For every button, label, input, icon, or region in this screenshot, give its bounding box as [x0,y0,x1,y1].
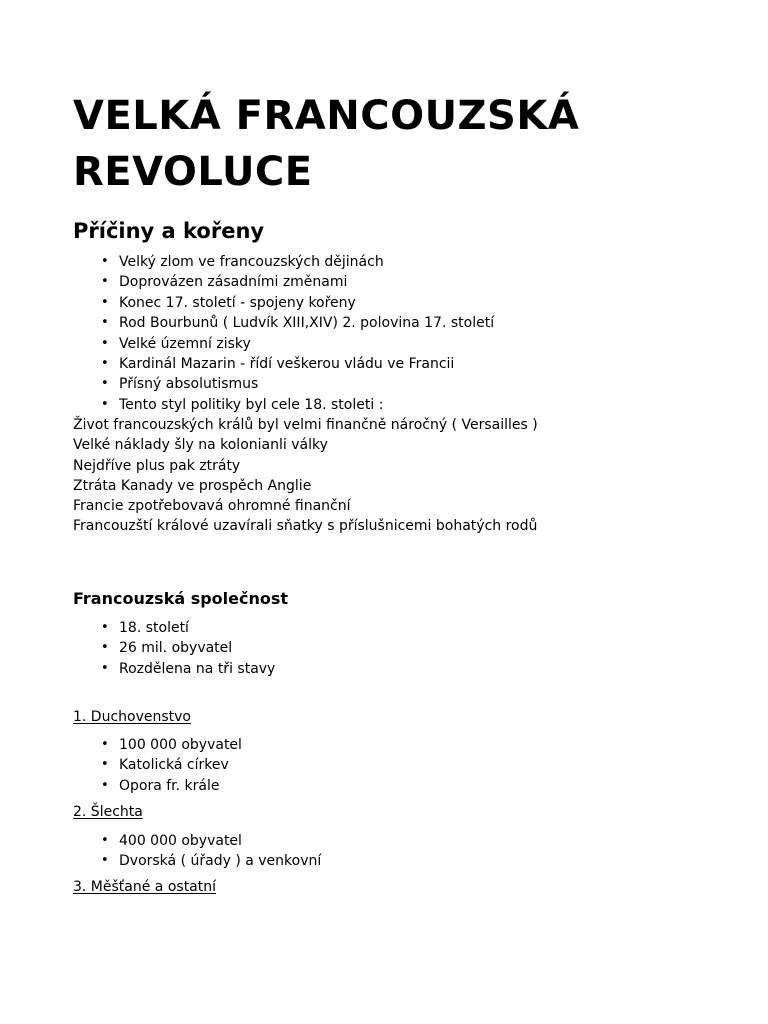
bullet-icon: • [101,737,109,752]
heading-nobility: 2. Šlechta [73,804,143,820]
list-item: • Katolická církev [0,755,242,775]
bullet-icon: • [101,274,109,290]
heading-clergy: 1. Duchovenstvo [73,709,192,725]
list-item: • Velké územní zisky [0,334,494,354]
text-line: Francie zpotřebovavá ohromné finanční [73,498,351,515]
list-item: • Opora fr. krále [0,776,242,796]
bullet-icon: • [101,833,109,848]
causes-bullet-list [0,252,494,415]
text-line: Francouzští králové uzavírali sňatky s příslušnicemi bohatých rodů [73,518,538,535]
bullet-icon: • [101,356,109,372]
list-item: • Kardinál Mazarin - řídí veškerou vládu ve Francii [0,354,494,374]
list-item: • Rozdělena na tři stavy [0,659,275,679]
nobility-bullet-list [0,831,321,872]
text-line: Ztráta Kanady ve prospěch Anglie [73,477,312,494]
text-line: Nejdříve plus pak ztráty [73,457,241,474]
bullet-icon: • [101,757,109,773]
bullet-icon: • [101,396,109,412]
heading-society: Francouzská společnost [73,589,289,608]
title-line-1: VELKÁ FRANCOUZSKÁ [73,93,580,139]
bullet-icon: • [101,376,109,392]
list-item: • 100 000 obyvatel [0,735,242,755]
bullet-icon: • [101,660,109,676]
bullet-icon: • [101,853,109,869]
list-item: • Velký zlom ve francouzských dějinách [0,252,494,272]
heading-burghers: 3. Měšťané a ostatní [73,879,217,895]
clergy-bullet-list [0,735,242,796]
list-item: • 26 mil. obyvatel [0,638,275,658]
bullet-icon: • [101,294,109,310]
document-title [73,88,579,200]
heading-causes: Příčiny a kořeny [73,219,265,243]
text-line: Život francouzských králů byl velmi finančně náročný ( Versailles ) [73,417,538,433]
list-item: • Dvorská ( úřady ) a venkovní [0,851,321,871]
list-item: • 18. století [0,618,275,638]
list-item: • Rod Bourbunů ( Ludvík XIII,XIV) 2. polovina 17. století [0,313,494,333]
bullet-icon: • [101,315,109,331]
list-item: • Doprovázen zásadními změnami [0,272,494,292]
society-bullet-list [0,618,275,679]
text-line: Velké náklady šly na kolonianli války [73,437,328,454]
bullet-icon: • [101,620,109,635]
bullet-icon: • [101,777,109,793]
list-item: • 400 000 obyvatel [0,831,321,851]
bullet-icon: • [101,335,109,351]
bullet-icon: • [101,640,109,656]
list-item: • Tento styl politiky byl cele 18. stoleti : [0,395,494,415]
list-item: • Přísný absolutismus [0,374,494,394]
title-line-2: REVOLUCE [73,149,313,195]
causes-text-lines [73,415,538,537]
list-item: • Konec 17. století - spojeny kořeny [0,293,494,313]
bullet-icon: • [101,254,109,269]
